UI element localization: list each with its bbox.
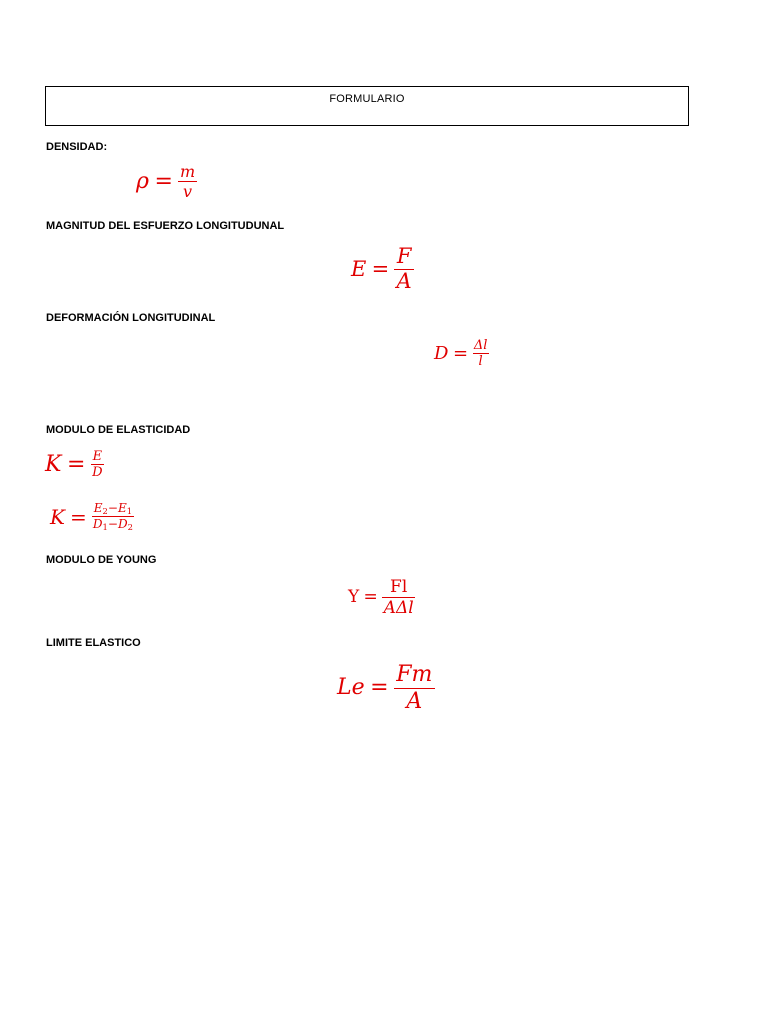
formula-esfuerzo: [351, 246, 414, 292]
formula-young-fraction: [382, 579, 415, 617]
formula-densidad: [136, 164, 197, 200]
formula-young-lhs: Y: [348, 587, 360, 608]
formula-deformacion-denominator: l: [478, 354, 483, 370]
formula-densidad-equals: =: [154, 168, 173, 194]
formula-esfuerzo-denominator: A: [396, 269, 412, 294]
formula-deformacion-fraction: [473, 339, 489, 368]
heading-limite: LIMITE ELASTICO: [46, 637, 141, 649]
formula-young-denominator: AΔl: [383, 597, 414, 618]
num-term-b: E: [117, 501, 127, 515]
formula-young-equals: =: [363, 587, 378, 608]
den-term-a-subscript: 1: [102, 522, 108, 533]
formula-esfuerzo-equals: =: [371, 256, 390, 281]
num-term-a-subscript: 2: [102, 506, 108, 517]
formula-elasticidad-2-denominator: [92, 517, 134, 531]
formula-elasticidad-2-numerator: [93, 502, 134, 516]
formula-limite-equals: =: [370, 675, 389, 701]
num-term-a: E: [93, 501, 103, 515]
formula-deformacion: [434, 339, 489, 368]
formula-esfuerzo-lhs: E: [351, 256, 367, 281]
formula-deformacion-numerator: Δl: [473, 338, 488, 353]
formula-esfuerzo-fraction: [394, 246, 413, 292]
num-minus: −: [107, 501, 118, 515]
formula-densidad-denominator: v: [183, 181, 193, 201]
formula-elasticidad-2-lhs: K: [50, 504, 65, 529]
formula-elasticidad-2: [50, 502, 134, 532]
formula-young: [348, 579, 415, 617]
heading-elasticidad: MODULO DE ELASTICIDAD: [46, 424, 191, 436]
formula-elasticidad-1-denominator: D: [92, 465, 103, 481]
formula-limite: [337, 664, 435, 713]
formula-densidad-numerator: m: [179, 162, 196, 181]
formula-deformacion-equals: =: [452, 342, 469, 364]
formula-limite-lhs: Le: [337, 675, 365, 701]
den-term-b-subscript: 2: [127, 522, 133, 533]
formula-limite-fraction: [394, 664, 435, 713]
heading-deformacion: DEFORMACIÓN LONGITUDINAL: [46, 312, 216, 324]
page-title: FORMULARIO: [329, 93, 405, 105]
formula-limite-numerator: Fm: [396, 662, 433, 687]
formula-elasticidad-1-fraction: [91, 450, 104, 479]
title-box: [45, 86, 689, 126]
heading-densidad: DENSIDAD:: [46, 141, 108, 153]
formula-densidad-lhs: ρ: [136, 168, 149, 194]
formula-young-numerator: Fl: [390, 577, 408, 597]
formula-elasticidad-1-equals: =: [66, 451, 86, 477]
formula-densidad-fraction: [178, 164, 196, 200]
formula-deformacion-lhs: D: [434, 342, 449, 364]
num-term-b-subscript: 1: [126, 506, 133, 517]
formula-elasticidad-2-equals: =: [69, 504, 87, 529]
formula-limite-denominator: A: [406, 688, 423, 714]
den-term-a: D: [92, 517, 103, 532]
formula-elasticidad-1-lhs: K: [45, 451, 62, 477]
den-term-b: D: [117, 517, 128, 532]
heading-young: MODULO DE YOUNG: [46, 554, 157, 566]
formula-elasticidad-1: [45, 450, 104, 479]
formula-esfuerzo-numerator: F: [396, 244, 412, 268]
formula-elasticidad-2-fraction: [92, 502, 134, 532]
heading-esfuerzo: MAGNITUD DEL ESFUERZO LONGITUDUNAL: [46, 220, 285, 232]
den-minus: −: [107, 517, 118, 532]
formula-elasticidad-1-numerator: E: [92, 449, 103, 464]
